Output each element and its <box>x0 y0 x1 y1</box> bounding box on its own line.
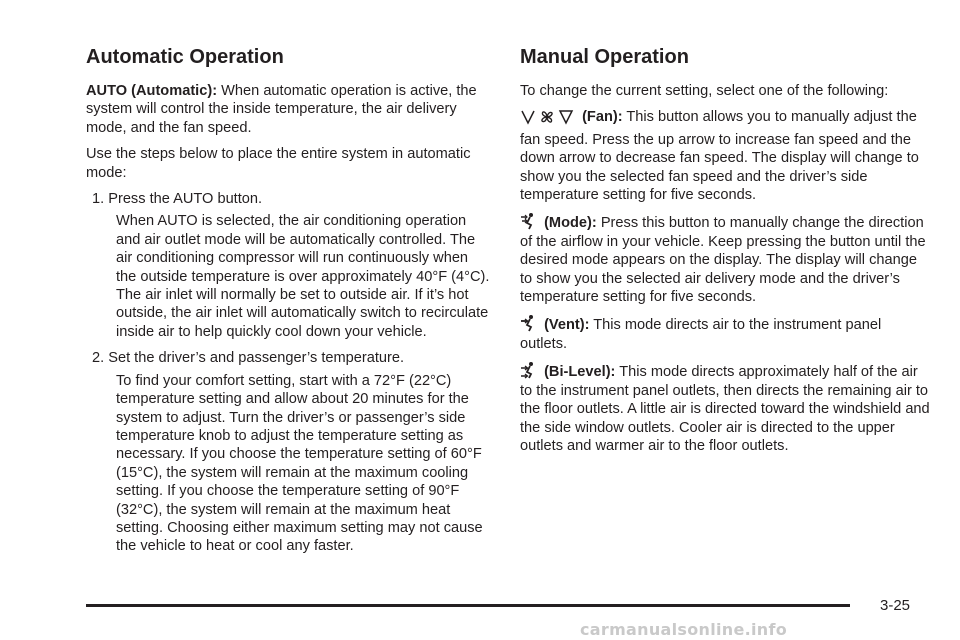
step-2-body: To find your comfort setting, start with a 72°F (22°C) temperature setting and allow about 20 minutes for the system to adjust. Turn the driver’s or passenger’s side temperature knob to adjust the temperature setting as necessary. If you choose the temperature setting of 60°F (15°C), the system will remain at the maximum cooling setting. If you choose the temperature setting of 90°F (32°C), the system will remain at the maximum heat setting. Choosing either maximum setting may not cause the vehicle to heat or cool any faster. <box>116 372 483 555</box>
mode-lead: (Mode): <box>544 215 597 232</box>
auto-text: When automatic operation is active, the system will control the inside temperature, the air delivery mode, and the fan speed. <box>86 83 477 136</box>
bi-level-text: This mode directs approximately half of the air to the instrument panel outlets, then directs the remaining air to the floor outlets. A little air is directed toward the windshield and the side window outlets. Cooler air is directed to the upper outlets and warmer air to the floor outlets. <box>520 364 930 454</box>
vent-lead: (Vent): <box>544 317 590 334</box>
vent-icon <box>520 314 536 332</box>
manual-operation-heading: Manual Operation <box>520 46 689 68</box>
manual-intro: To change the current setting, select one of the following: <box>520 83 889 99</box>
left-column <box>86 44 492 564</box>
auto-paragraph <box>86 82 492 137</box>
automatic-operation-heading: Automatic Operation <box>86 46 284 68</box>
step-1-body: When AUTO is selected, the air conditioning operation and air outlet mode will be automatically controlled. The air conditioning compressor will run continuously when the outside temperature is over approximately 40°F (4°C). The air inlet will normally be set to outside air. If it’s hot outside, the air inlet will automatically switch to recirculate inside air to help quickly cool down your vehicle. <box>116 213 490 340</box>
vent-text: This mode directs air to the instrument panel outlets. <box>520 317 882 352</box>
bi-level-lead: (Bi-Level): <box>544 364 616 381</box>
mode-paragraph <box>520 212 930 306</box>
footer-rule <box>86 604 850 607</box>
page-number: 3-25 <box>880 597 911 614</box>
fan-icon <box>539 109 555 130</box>
right-column <box>520 44 930 463</box>
mode-icon <box>520 212 536 230</box>
bi-level-paragraph <box>520 361 930 455</box>
fan-down-arrow-icon <box>558 109 574 130</box>
fan-text: This button allows you to manually adjust the fan speed. Press the up arrow to increase fan speed and the down arrow to decrease fan speed. The display will change to show you the selected fan speed and the driver’s side temperature setting for five seconds. <box>520 109 919 204</box>
step-2: 2. Set the driver’s and passenger’s temperature. <box>92 350 405 367</box>
vent-paragraph <box>520 314 930 353</box>
watermark: carmanualsonline.info <box>580 620 788 639</box>
mode-text: Press this button to manually change the direction of the airflow in your vehicle. Keep pressing the button until the desired mode appears on the display. The display will change to show you the selected air delivery mode and the driver’s temperature setting for five seconds. <box>520 215 926 306</box>
fan-lead: (Fan): <box>582 109 623 126</box>
auto-lead: AUTO (Automatic): <box>86 83 218 99</box>
step-1: 1. Press the AUTO button. <box>92 191 263 208</box>
fan-paragraph <box>520 108 930 204</box>
steps-intro: Use the steps below to place the entire system in automatic mode: <box>86 146 471 181</box>
bi-level-icon <box>520 361 536 379</box>
fan-up-arrow-icon <box>520 109 536 130</box>
